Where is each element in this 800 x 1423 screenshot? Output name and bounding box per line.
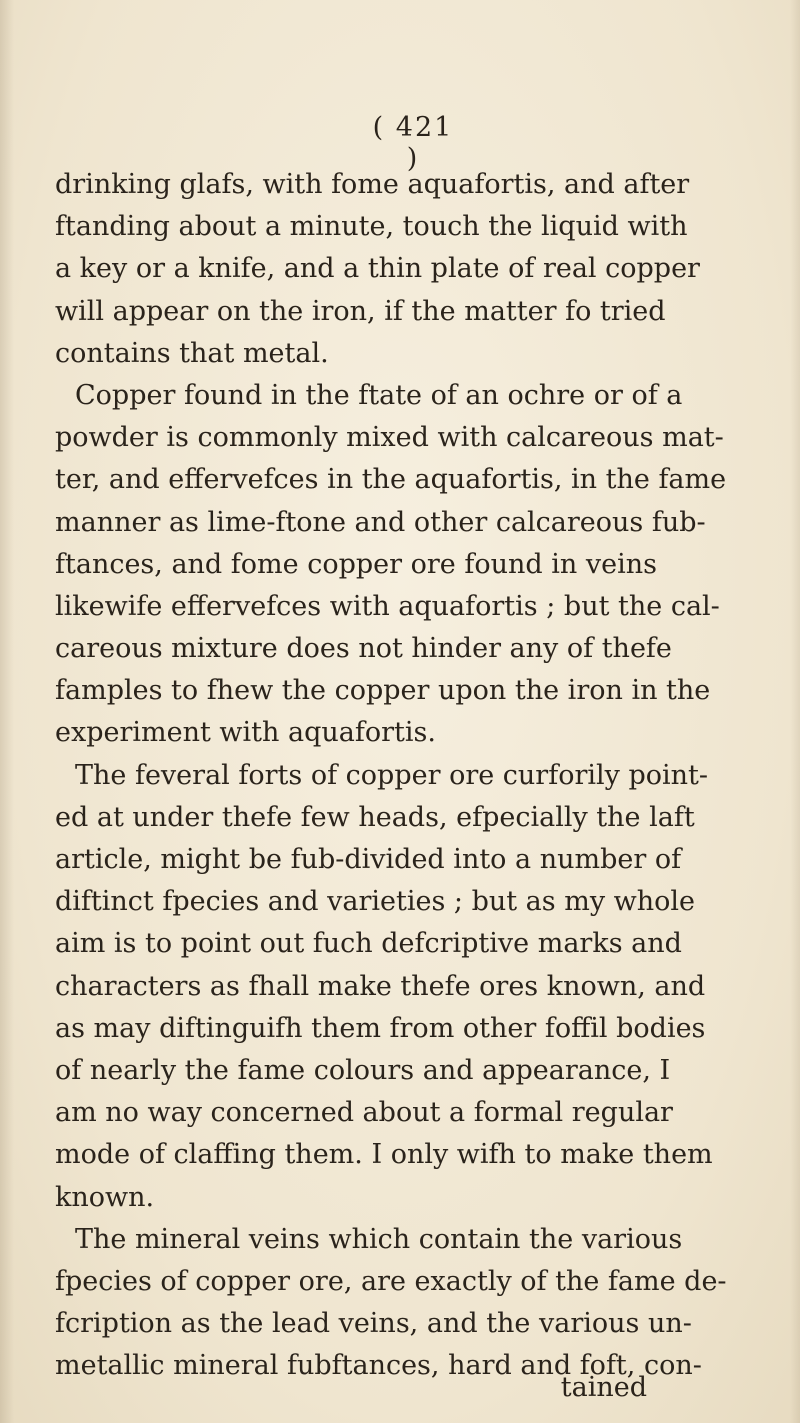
text-line: diftinct fpecies and varieties ; but as my whole <box>55 886 696 918</box>
text-line: am no way concerned about a formal regular <box>55 1097 673 1129</box>
text-line: ter, and effervefces in the aquafortis, in the fame <box>55 464 727 496</box>
text-line: famples to fhew the copper upon the iron in the <box>55 675 711 707</box>
page-number: ( 421 ) <box>372 112 454 174</box>
text-line: ftanding about a minute, touch the liquid with <box>55 211 688 243</box>
text-line: metallic mineral fubftances, hard and foft, con- <box>55 1350 702 1382</box>
text-line: will appear on the iron, if the matter fo tried <box>55 295 666 327</box>
text-line: The mineral veins which contain the various <box>75 1223 683 1255</box>
text-line: fcription as the lead veins, and the various un- <box>55 1308 692 1340</box>
text-line: article, might be fub-divided into a number of <box>55 844 682 875</box>
text-line: known. <box>55 1181 155 1213</box>
text-line: aim is to point out fuch defcriptive marks and <box>55 928 682 960</box>
edge-shadow <box>790 0 800 1423</box>
text-line: manner as lime-ftone and other calcareous fub- <box>55 506 706 538</box>
text-line: Copper found in the ftate of an ochre or of a <box>75 379 683 411</box>
text-line: mode of claffing them. I only wifh to make them <box>55 1139 713 1171</box>
gutter-shadow <box>0 0 14 1423</box>
text-line: ftances, and fome copper ore found in veins <box>55 548 657 580</box>
text-line: powder is commonly mixed with calcareous mat- <box>55 422 724 454</box>
text-line: characters as fhall make thefe ores known, and <box>55 970 706 1002</box>
text-line: ed at under thefe few heads, efpecially the laft <box>55 801 695 833</box>
text-line: fpecies of copper ore, are exactly of the fame de- <box>55 1265 727 1297</box>
text-line: The feveral forts of copper ore curforily point- <box>75 759 709 791</box>
text-line: drinking glafs, with fome aquafortis, and after <box>55 169 690 200</box>
text-line: likewife effervefces with aquafortis ; but the cal- <box>55 590 720 622</box>
catchword: tained <box>560 1372 647 1403</box>
body-text <box>55 164 727 1387</box>
text-line: as may diftinguifh them from other foffil bodies <box>55 1012 706 1044</box>
text-line: a key or a knife, and a thin plate of real copper <box>55 253 700 285</box>
text-line: careous mixture does not hinder any of thefe <box>55 633 672 665</box>
text-line: experiment with aquafortis. <box>55 717 436 749</box>
text-line: of nearly the fame colours and appearance, I <box>55 1054 671 1086</box>
text-line: contains that metal. <box>55 337 329 369</box>
